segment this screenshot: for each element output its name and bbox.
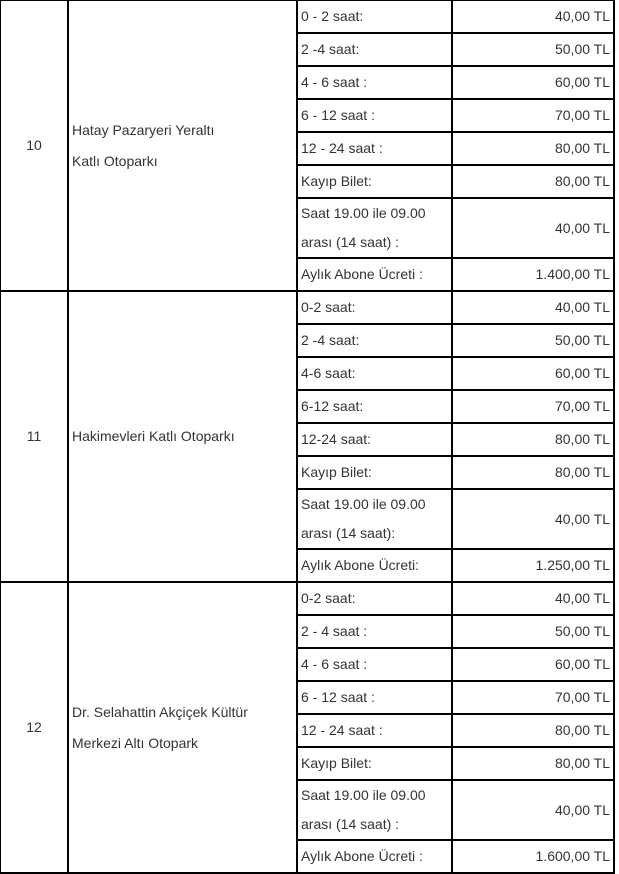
rate-duration: 4 - 6 saat :: [297, 648, 452, 681]
rate-price: 1.250,00 TL: [452, 549, 614, 582]
parking-name-line: Hakimevleri Katlı Otoparkı: [72, 428, 235, 444]
rate-duration-line: Saat 19.00 ile 09.00: [301, 205, 426, 221]
rate-duration: 0-2 saat:: [297, 582, 452, 615]
parking-name: [68, 582, 297, 873]
rate-duration: 0 - 2 saat:: [297, 0, 452, 33]
rate-duration: [297, 489, 452, 549]
rate-duration-line: arası (14 saat) :: [301, 234, 400, 250]
rate-duration: Kayıp Bilet:: [297, 456, 452, 489]
parking-number: 11: [0, 291, 68, 582]
rate-duration: 2 -4 saat:: [297, 33, 452, 66]
rate-duration: 6 - 12 saat :: [297, 681, 452, 714]
rate-price: 80,00 TL: [452, 456, 614, 489]
rate-duration: Aylık Abone Ücreti :: [297, 840, 452, 873]
rate-duration: Aylık Abone Ücreti :: [297, 258, 452, 291]
parking-number: 10: [0, 0, 68, 291]
tariff-row: [0, 582, 614, 615]
rate-price: 70,00 TL: [452, 390, 614, 423]
rate-price: 1.600,00 TL: [452, 840, 614, 873]
rate-duration: 2 - 4 saat :: [297, 615, 452, 648]
parking-name: [68, 291, 297, 582]
rate-duration: 2 -4 saat:: [297, 324, 452, 357]
parking-name-line: Dr. Selahattin Akçiçek Kültür: [72, 703, 248, 720]
rate-price: 80,00 TL: [452, 165, 614, 198]
rate-duration: Aylık Abone Ücreti:: [297, 549, 452, 582]
rate-price: 80,00 TL: [452, 423, 614, 456]
rate-price: 40,00 TL: [452, 0, 614, 33]
rate-duration: [297, 780, 452, 840]
tariff-row: [0, 291, 614, 324]
rate-price: 70,00 TL: [452, 99, 614, 132]
rate-price: 40,00 TL: [452, 198, 614, 258]
rate-duration: 12 - 24 saat :: [297, 714, 452, 747]
rate-duration: 6 - 12 saat :: [297, 99, 452, 132]
parking-name-line: Merkezi Altı Otopark: [72, 734, 199, 751]
rate-duration: 6-12 saat:: [297, 390, 452, 423]
rate-price: 80,00 TL: [452, 132, 614, 165]
rate-price: 50,00 TL: [452, 33, 614, 66]
rate-duration-line: arası (14 saat):: [301, 525, 396, 541]
rate-price: 50,00 TL: [452, 324, 614, 357]
rate-price: 40,00 TL: [452, 582, 614, 615]
rate-duration: 0-2 saat:: [297, 291, 452, 324]
rate-price: 80,00 TL: [452, 714, 614, 747]
rate-duration: [297, 198, 452, 258]
rate-duration: 12-24 saat:: [297, 423, 452, 456]
rate-price: 50,00 TL: [452, 615, 614, 648]
rate-price: 60,00 TL: [452, 648, 614, 681]
parking-name-line: Hatay Pazaryeri Yeraltı: [72, 121, 215, 138]
rate-price: 40,00 TL: [452, 489, 614, 549]
rate-duration: 12 - 24 saat :: [297, 132, 452, 165]
rate-price: 40,00 TL: [452, 291, 614, 324]
rate-duration: 4-6 saat:: [297, 357, 452, 390]
parking-name-line: Katlı Otoparkı: [72, 152, 158, 169]
parking-name: [68, 0, 297, 291]
rate-duration-line: Saat 19.00 ile 09.00: [301, 496, 426, 512]
rate-price: 60,00 TL: [452, 357, 614, 390]
rate-duration: 4 - 6 saat :: [297, 66, 452, 99]
tariff-row: [0, 0, 614, 33]
rate-duration-line: arası (14 saat) :: [301, 816, 400, 832]
parking-number: 12: [0, 582, 68, 873]
rate-duration: Kayıp Bilet:: [297, 165, 452, 198]
rate-duration-line: Saat 19.00 ile 09.00: [301, 787, 426, 803]
rate-price: 1.400,00 TL: [452, 258, 614, 291]
rate-duration: Kayıp Bilet:: [297, 747, 452, 780]
rate-price: 60,00 TL: [452, 66, 614, 99]
rate-price: 40,00 TL: [452, 780, 614, 840]
rate-price: 70,00 TL: [452, 681, 614, 714]
rate-price: 80,00 TL: [452, 747, 614, 780]
